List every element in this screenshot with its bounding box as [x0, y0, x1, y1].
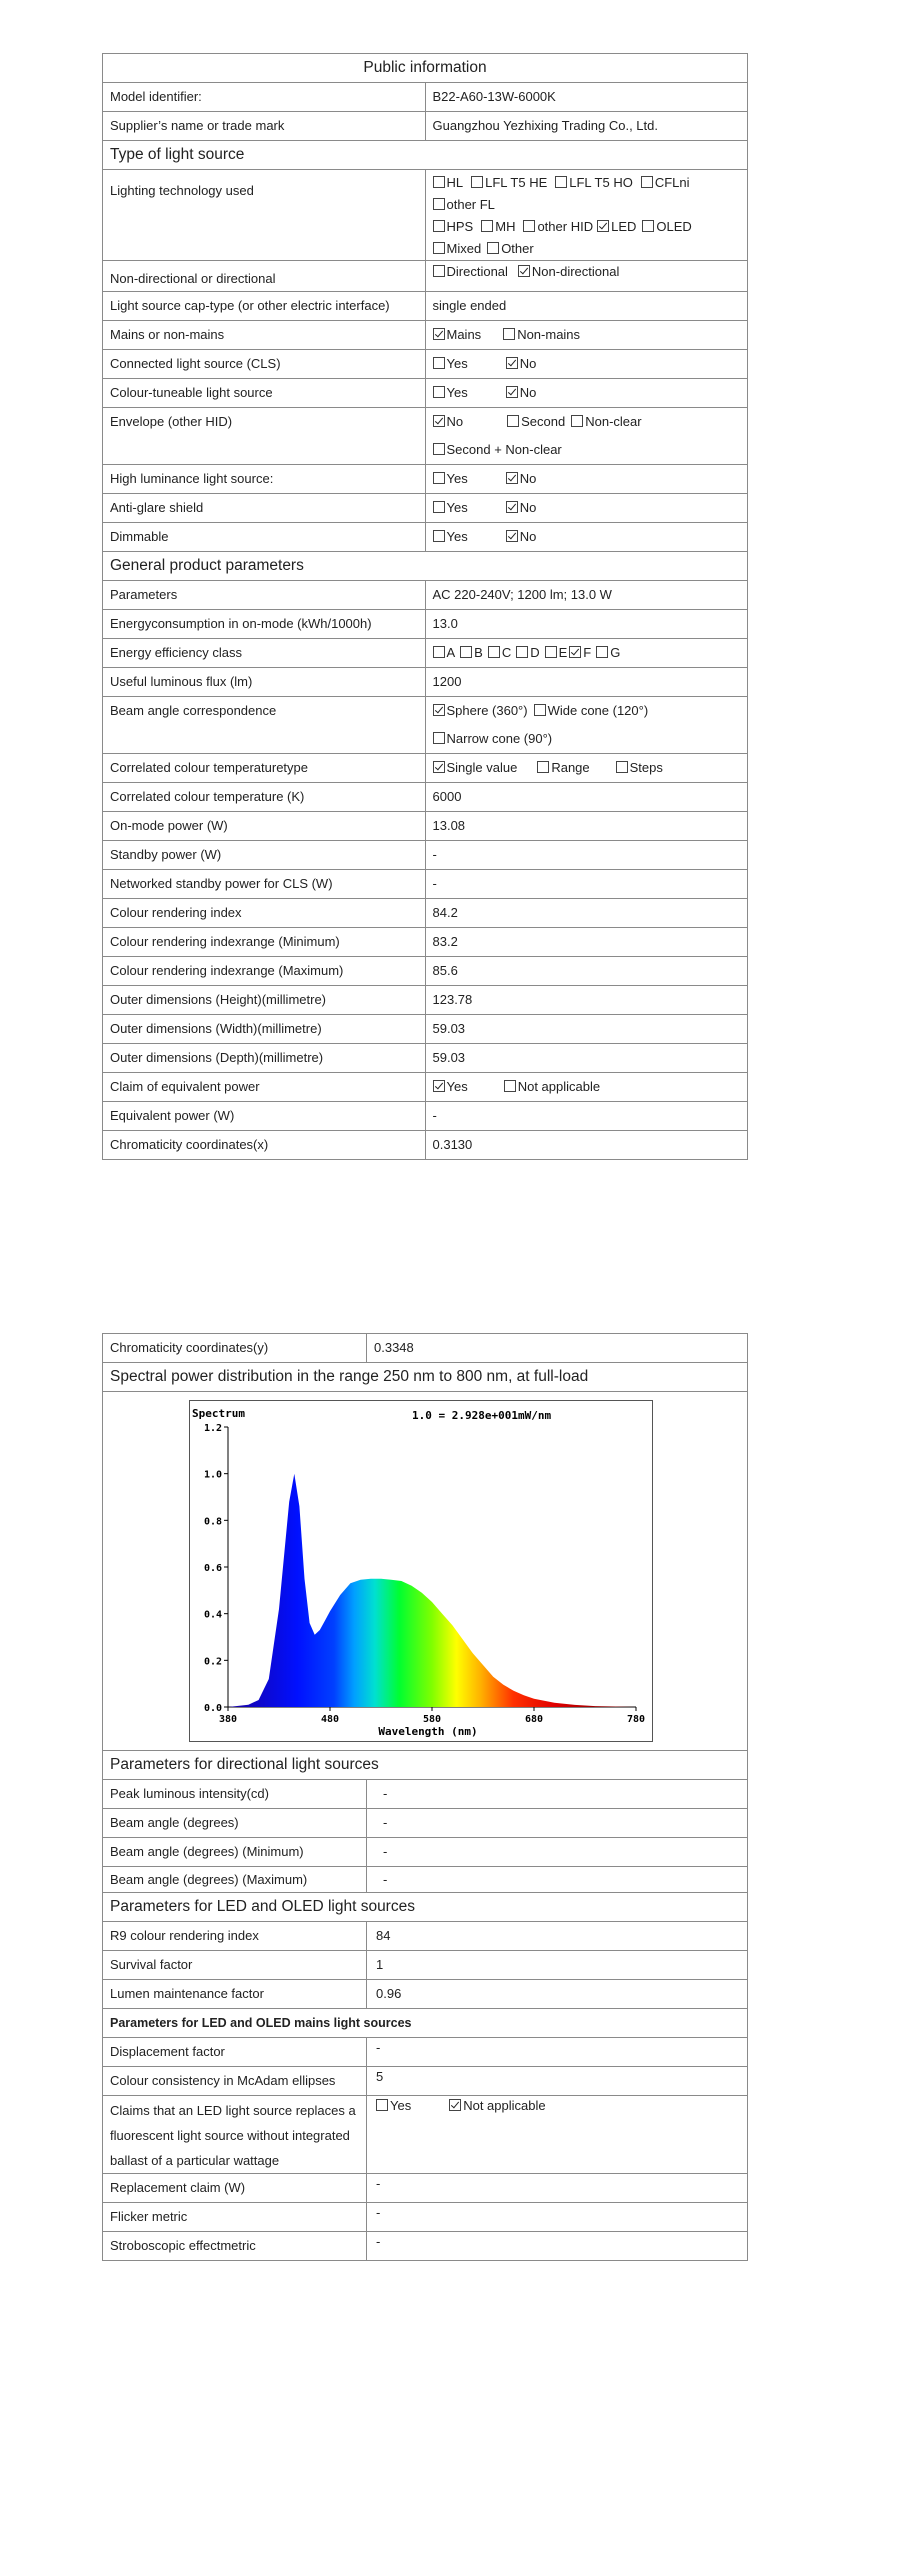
spectrum-chart	[190, 1401, 652, 1741]
cct-value: 6000	[425, 783, 748, 812]
row-label: Supplier’s name or trade mark	[103, 112, 426, 141]
checkbox-icon	[641, 176, 653, 188]
cct-type-options	[425, 754, 748, 783]
row-label: Lighting technology used	[103, 170, 426, 261]
y-tick-label: 0.2	[203, 1656, 222, 1668]
x-tick-label: 380	[218, 1714, 238, 1725]
consistency-value: 5	[367, 2067, 748, 2096]
row-label: Correlated colour temperature (K)	[103, 783, 426, 812]
checkbox-checked-icon	[569, 646, 581, 658]
checkbox-option[interactable]: Yes	[433, 465, 468, 493]
checkbox-option[interactable]: No	[506, 379, 537, 407]
row-label: Stroboscopic effectmetric	[103, 2232, 367, 2261]
row-label: Energyconsumption in on-mode (kWh/1000h)	[103, 610, 426, 639]
x-axis-label: Wavelength (nm)	[378, 1725, 478, 1738]
checkbox-option[interactable]: Narrow cone (90°)	[433, 725, 553, 753]
netstandby-value: -	[425, 870, 748, 899]
checkbox-option[interactable]: LFL T5 HO	[555, 172, 633, 194]
section-heading: Type of light source	[103, 141, 748, 170]
width-value: 59.03	[425, 1015, 748, 1044]
row-label: Claims that an LED light source replaces a fluorescent light source without integrated ballast of a particular wattage	[103, 2096, 367, 2174]
checkbox-icon	[433, 732, 445, 744]
equiv-claim-options	[425, 1073, 748, 1102]
beam-options	[425, 697, 748, 754]
cls-options	[425, 350, 748, 379]
tech-options	[425, 170, 748, 261]
row-label: R9 colour rendering index	[103, 1922, 367, 1951]
lumen-value: 0.96	[367, 1980, 748, 2009]
checkbox-option[interactable]: No	[506, 494, 537, 522]
beammax-value: -	[367, 1867, 748, 1893]
row-label: Equivalent power (W)	[103, 1102, 426, 1131]
checkbox-icon	[433, 265, 445, 277]
checkbox-checked-icon	[506, 472, 518, 484]
checkbox-checked-icon	[597, 220, 609, 232]
row-label: Mains or non-mains	[103, 321, 426, 350]
checkbox-option[interactable]: E	[545, 639, 568, 667]
checkbox-icon	[534, 704, 546, 716]
checkbox-icon	[523, 220, 535, 232]
checkbox-option[interactable]: Second	[507, 408, 565, 436]
checkbox-icon	[433, 443, 445, 455]
y-tick-label: 0.6	[203, 1563, 222, 1574]
checkbox-option[interactable]: Not applicable	[504, 1073, 600, 1101]
checkbox-option[interactable]: A	[433, 639, 456, 667]
checkbox-option[interactable]: LED	[597, 216, 636, 238]
row-label: Anti-glare shield	[103, 494, 426, 523]
row-label: Colour rendering indexrange (Minimum)	[103, 928, 426, 957]
x-tick-label: 580	[422, 1714, 442, 1725]
checkbox-option[interactable]: CFLni	[641, 172, 690, 194]
checkbox-option[interactable]: Yes	[433, 494, 468, 522]
y-tick-label: 1.0	[203, 1469, 222, 1481]
checkbox-option[interactable]: Mixed	[433, 238, 482, 260]
checkbox-icon	[616, 761, 628, 773]
strobo-value: -	[367, 2232, 748, 2261]
row-label: High luminance light source:	[103, 465, 426, 494]
checkbox-checked-icon	[433, 415, 445, 427]
checkbox-icon	[433, 176, 445, 188]
row-label: Beam angle (degrees) (Maximum)	[103, 1867, 367, 1893]
chromy-value: 0.3348	[367, 1334, 748, 1363]
checkbox-checked-icon	[506, 386, 518, 398]
checkbox-option[interactable]: No	[506, 465, 537, 493]
checkbox-icon	[471, 176, 483, 188]
row-label: Envelope (other HID)	[103, 408, 426, 465]
checkbox-icon	[433, 472, 445, 484]
checkbox-option[interactable]: MH	[481, 216, 515, 238]
checkbox-option[interactable]: Yes	[376, 2096, 411, 2116]
checkbox-option[interactable]: No	[506, 523, 537, 551]
checkbox-option[interactable]: Wide cone (120°)	[534, 697, 649, 725]
checkbox-icon	[433, 357, 445, 369]
y-tick-label: 0.8	[203, 1516, 222, 1528]
public-information-table	[102, 53, 748, 1160]
height-value: 123.78	[425, 986, 748, 1015]
row-label: Survival factor	[103, 1951, 367, 1980]
row-label: Outer dimensions (Height)(millimetre)	[103, 986, 426, 1015]
checkbox-option[interactable]: No	[433, 408, 464, 436]
row-label: Dimmable	[103, 523, 426, 552]
checkbox-option[interactable]: Not applicable	[449, 2096, 545, 2116]
checkbox-icon	[376, 2099, 388, 2111]
section-heading: Parameters for directional light sources	[103, 1751, 748, 1780]
chart-title: Spectrum	[192, 1407, 245, 1420]
checkbox-option[interactable]: LFL T5 HE	[471, 172, 547, 194]
row-label: Light source cap-type (or other electric interface)	[103, 292, 426, 321]
checkbox-option[interactable]: Single value	[433, 754, 518, 782]
energy-value: 13.0	[425, 610, 748, 639]
row-label: On-mode power (W)	[103, 812, 426, 841]
row-label: Networked standby power for CLS (W)	[103, 870, 426, 899]
checkbox-option[interactable]: Yes	[433, 350, 468, 378]
checkbox-option[interactable]: OLED	[642, 216, 691, 238]
r9-value: 84	[367, 1922, 748, 1951]
checkbox-icon	[433, 242, 445, 254]
checkbox-option[interactable]: other HID	[523, 216, 593, 238]
y-tick-label: 0.4	[203, 1609, 222, 1621]
checkbox-icon	[555, 176, 567, 188]
row-label: Model identifier:	[103, 83, 426, 112]
flux-value: 1200	[425, 668, 748, 697]
antiglare-options	[425, 494, 748, 523]
survival-value: 1	[367, 1951, 748, 1980]
checkbox-checked-icon	[506, 357, 518, 369]
row-label: Colour-tuneable light source	[103, 379, 426, 408]
x-tick-label: 680	[524, 1714, 544, 1725]
checkbox-option[interactable]: G	[596, 639, 620, 667]
checkbox-option[interactable]: Second + Non-clear	[433, 436, 562, 464]
row-label: Peak luminous intensity(cd)	[103, 1780, 367, 1809]
row-label: Beam angle (degrees)	[103, 1809, 367, 1838]
checkbox-option[interactable]: Other	[487, 238, 534, 260]
checkbox-option[interactable]: Mains	[433, 321, 482, 349]
row-label: Non-directional or directional	[103, 261, 426, 292]
checkbox-icon	[433, 501, 445, 513]
checkbox-icon	[571, 415, 583, 427]
x-tick-label: 480	[320, 1714, 340, 1725]
checkbox-option[interactable]: HPS	[433, 216, 474, 238]
checkbox-icon	[433, 198, 445, 210]
row-label: Replacement claim (W)	[103, 2174, 367, 2203]
y-tick-label: 1.2	[203, 1423, 222, 1434]
row-label: Beam angle correspondence	[103, 697, 426, 754]
checkbox-icon	[596, 646, 608, 658]
peak-value: -	[367, 1780, 748, 1809]
checkbox-icon	[545, 646, 557, 658]
row-label: Displacement factor	[103, 2038, 367, 2067]
eclass-options	[425, 639, 748, 668]
subsection-heading: Parameters for LED and OLED mains light sources	[103, 2009, 748, 2038]
claims-options	[367, 2096, 748, 2174]
spectrum-cell	[103, 1392, 748, 1751]
chart-annotation: 1.0 = 2.928e+001mW/nm	[412, 1409, 552, 1422]
checkbox-option[interactable]: B	[460, 639, 483, 667]
row-label: Useful luminous flux (lm)	[103, 668, 426, 697]
beammin-value: -	[367, 1838, 748, 1867]
row-label: Chromaticity coordinates(y)	[103, 1334, 367, 1363]
x-tick-label: 780	[626, 1714, 646, 1725]
checkbox-option[interactable]: Yes	[433, 1073, 468, 1101]
section-heading: Parameters for LED and OLED light sources	[103, 1893, 748, 1922]
row-label: Parameters	[103, 581, 426, 610]
directional-options	[425, 261, 748, 292]
onmode-value: 13.08	[425, 812, 748, 841]
checkbox-option[interactable]: D	[516, 639, 539, 667]
highlum-options	[425, 465, 748, 494]
row-label: Colour rendering index	[103, 899, 426, 928]
crimin-value: 83.2	[425, 928, 748, 957]
crimax-value: 85.6	[425, 957, 748, 986]
row-label: Lumen maintenance factor	[103, 1980, 367, 2009]
cap-value: single ended	[425, 292, 748, 321]
spectrum-chart-frame	[189, 1400, 653, 1742]
checkbox-option[interactable]: Sphere (360°)	[433, 697, 528, 725]
checkbox-option[interactable]: C	[488, 639, 511, 667]
section-heading: Spectral power distribution in the range 250 nm to 800 nm, at full-load	[103, 1363, 748, 1392]
envelope-options	[425, 408, 748, 465]
checkbox-checked-icon	[433, 761, 445, 773]
checkbox-icon	[507, 415, 519, 427]
checkbox-option[interactable]: Non-clear	[571, 408, 641, 436]
checkbox-option[interactable]: Non-directional	[518, 261, 619, 283]
mains-options	[425, 321, 748, 350]
checkbox-option[interactable]: F	[569, 639, 591, 667]
displacement-value: -	[367, 2038, 748, 2067]
table-title: Public information	[103, 54, 748, 83]
row-label: Energy efficiency class	[103, 639, 426, 668]
checkbox-icon	[433, 220, 445, 232]
checkbox-checked-icon	[433, 1080, 445, 1092]
spectrum-area	[228, 1474, 636, 1707]
checkbox-option[interactable]: Directional	[433, 261, 508, 283]
checkbox-option[interactable]: Range	[537, 754, 589, 782]
row-label: Connected light source (CLS)	[103, 350, 426, 379]
row-label: Correlated colour temperaturetype	[103, 754, 426, 783]
standby-value: -	[425, 841, 748, 870]
checkbox-option[interactable]: Non-mains	[503, 321, 580, 349]
row-label: Colour rendering indexrange (Maximum)	[103, 957, 426, 986]
checkbox-icon	[504, 1080, 516, 1092]
checkbox-checked-icon	[433, 704, 445, 716]
checkbox-option[interactable]: Steps	[616, 754, 663, 782]
row-label: Beam angle (degrees) (Minimum)	[103, 1838, 367, 1867]
chromx-value: 0.3130	[425, 1131, 748, 1160]
replacement-value: -	[367, 2174, 748, 2203]
row-label: Chromaticity coordinates(x)	[103, 1131, 426, 1160]
checkbox-option[interactable]: Yes	[433, 379, 468, 407]
dimmable-options	[425, 523, 748, 552]
checkbox-option[interactable]: No	[506, 350, 537, 378]
checkbox-checked-icon	[518, 265, 530, 277]
checkbox-icon	[537, 761, 549, 773]
row-label: Colour consistency in McAdam ellipses	[103, 2067, 367, 2096]
flicker-value: -	[367, 2203, 748, 2232]
row-label: Standby power (W)	[103, 841, 426, 870]
checkbox-checked-icon	[506, 530, 518, 542]
checkbox-option[interactable]: other FL	[433, 194, 495, 216]
checkbox-icon	[503, 328, 515, 340]
checkbox-icon	[433, 530, 445, 542]
checkbox-option[interactable]: Yes	[433, 523, 468, 551]
model-value: B22-A60-13W-6000K	[425, 83, 748, 112]
checkbox-icon	[642, 220, 654, 232]
tune-options	[425, 379, 748, 408]
checkbox-option[interactable]: HL	[433, 172, 464, 194]
checkbox-icon	[433, 386, 445, 398]
cri-value: 84.2	[425, 899, 748, 928]
supplier-value: Guangzhou Yezhixing Trading Co., Ltd.	[425, 112, 748, 141]
y-tick-label: 0.0	[203, 1703, 222, 1714]
spectral-parameters-table	[102, 1333, 748, 2261]
checkbox-icon	[487, 242, 499, 254]
checkbox-icon	[433, 646, 445, 658]
checkbox-checked-icon	[449, 2099, 461, 2111]
equiv-power-value: -	[425, 1102, 748, 1131]
row-label: Outer dimensions (Width)(millimetre)	[103, 1015, 426, 1044]
row-label: Claim of equivalent power	[103, 1073, 426, 1102]
checkbox-icon	[488, 646, 500, 658]
beamdeg-value: -	[367, 1809, 748, 1838]
checkbox-checked-icon	[506, 501, 518, 513]
section-heading: General product parameters	[103, 552, 748, 581]
checkbox-checked-icon	[433, 328, 445, 340]
row-label: Flicker metric	[103, 2203, 367, 2232]
checkbox-icon	[481, 220, 493, 232]
row-label: Outer dimensions (Depth)(millimetre)	[103, 1044, 426, 1073]
checkbox-icon	[516, 646, 528, 658]
params-value: AC 220-240V; 1200 lm; 13.0 W	[425, 581, 748, 610]
checkbox-icon	[460, 646, 472, 658]
depth-value: 59.03	[425, 1044, 748, 1073]
